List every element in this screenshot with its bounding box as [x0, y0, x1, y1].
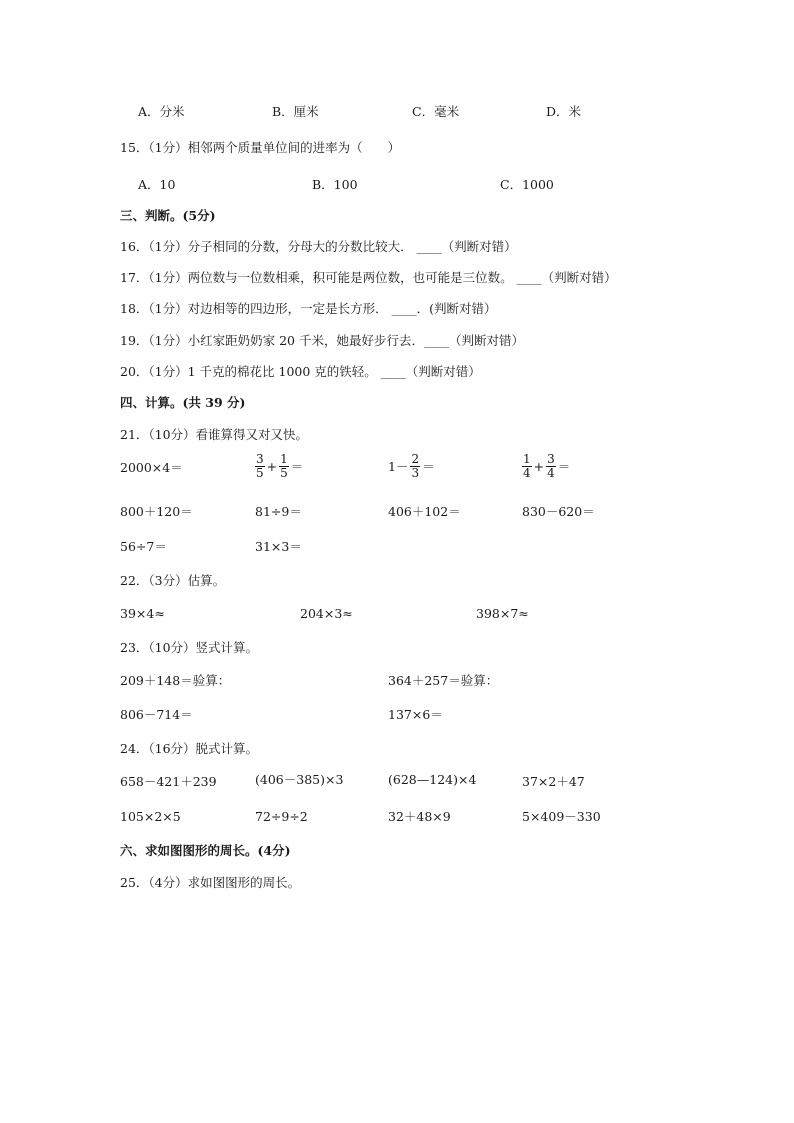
fraction: $\frac{3}{5}$ [256, 452, 264, 480]
q20: 20．（1分）1 千克的棉花比 1000 克的铁轻。 ____（判断对错） [120, 364, 481, 379]
q24-title: 24．（16分）脱式计算。 [120, 741, 259, 756]
section-3-heading: 三、判断。(5分) [120, 208, 216, 223]
q14-option-c: C．毫米 [412, 104, 460, 119]
q24-expr-1: 658－421＋239 [120, 774, 217, 789]
q23-title: 23．（10分）竖式计算。 [120, 640, 259, 655]
q15-option-c: C．1000 [500, 177, 554, 192]
fraction: $\frac{1}{4}$ [523, 452, 531, 480]
q24-expr-6: 72÷9÷2 [255, 809, 308, 824]
q21-expr-9: 56÷7＝ [120, 539, 167, 554]
q23-expr-2: 364＋257＝验算： [388, 673, 499, 688]
q21-expr-10: 31×3＝ [255, 539, 302, 554]
fraction: $\frac{3}{4}$ [547, 452, 555, 480]
q14-option-a: A．分米 [138, 104, 185, 119]
q24-expr-3: (628—124)×4 [388, 772, 477, 787]
q21-expr-4: $\frac{1}{4}$ + $\frac{3}{4}$ ＝ [523, 452, 571, 480]
q16: 16．（1分）分子相同的分数，分母大的分数比较大． ____（判断对错） [120, 239, 517, 254]
q22-expr-1: 39×4≈ [120, 606, 165, 621]
q24-expr-2: (406－385)×3 [255, 772, 344, 787]
q19: 19．（1分）小红家距奶奶家 20 千米，她最好步行去．____（判断对错） [120, 333, 524, 348]
q22-expr-3: 398×7≈ [476, 606, 529, 621]
q18: 18．（1分）对边相等的四边形，一定是长方形． ____．(判断对错） [120, 301, 497, 316]
q21-expr-3: 1－ $\frac{2}{3}$ ＝ [388, 452, 435, 480]
q24-expr-4: 37×2＋47 [522, 774, 585, 789]
q21-expr-2: $\frac{3}{5}$ + $\frac{1}{5}$ ＝ [256, 452, 304, 480]
section-6-heading: 六、求如图图形的周长。(4分) [120, 843, 291, 858]
q23-expr-3: 806－714＝ [120, 707, 193, 722]
q14-option-d: D．米 [546, 104, 582, 119]
fraction: $\frac{2}{3}$ [411, 452, 420, 480]
q17: 17．（1分）两位数与一位数相乘，积可能是两位数，也可能是三位数。 ____（判断对错） [120, 270, 617, 285]
fraction: $\frac{1}{5}$ [280, 452, 288, 480]
q21-expr-7: 406＋102＝ [388, 504, 461, 519]
q24-expr-8: 5×409－330 [522, 809, 601, 824]
section-4-heading: 四、计算。(共 39 分) [120, 395, 246, 410]
q24-expr-7: 32＋48×9 [388, 809, 451, 824]
q25: 25．（4分）求如图图形的周长。 [120, 875, 301, 890]
q21-expr-8: 830－620＝ [522, 504, 595, 519]
q22-expr-2: 204×3≈ [300, 606, 353, 621]
q15-option-a: A．10 [138, 177, 176, 192]
q24-expr-5: 105×2×5 [120, 809, 181, 824]
q15-question: 15．（1分）相邻两个质量单位间的进率为（ ） [120, 140, 401, 155]
q22-title: 22．（3分）估算。 [120, 573, 226, 588]
q14-option-b: B．厘米 [272, 104, 319, 119]
q23-expr-1: 209＋148＝验算： [120, 673, 231, 688]
q15-option-b: B．100 [312, 177, 358, 192]
q21-title: 21．（10分）看谁算得又对又快。 [120, 427, 309, 442]
q21-expr-5: 800＋120＝ [120, 504, 193, 519]
q23-expr-4: 137×6＝ [388, 707, 443, 722]
q21-expr-1: 2000×4＝ [120, 460, 183, 475]
q21-expr-6: 81÷9＝ [255, 504, 302, 519]
